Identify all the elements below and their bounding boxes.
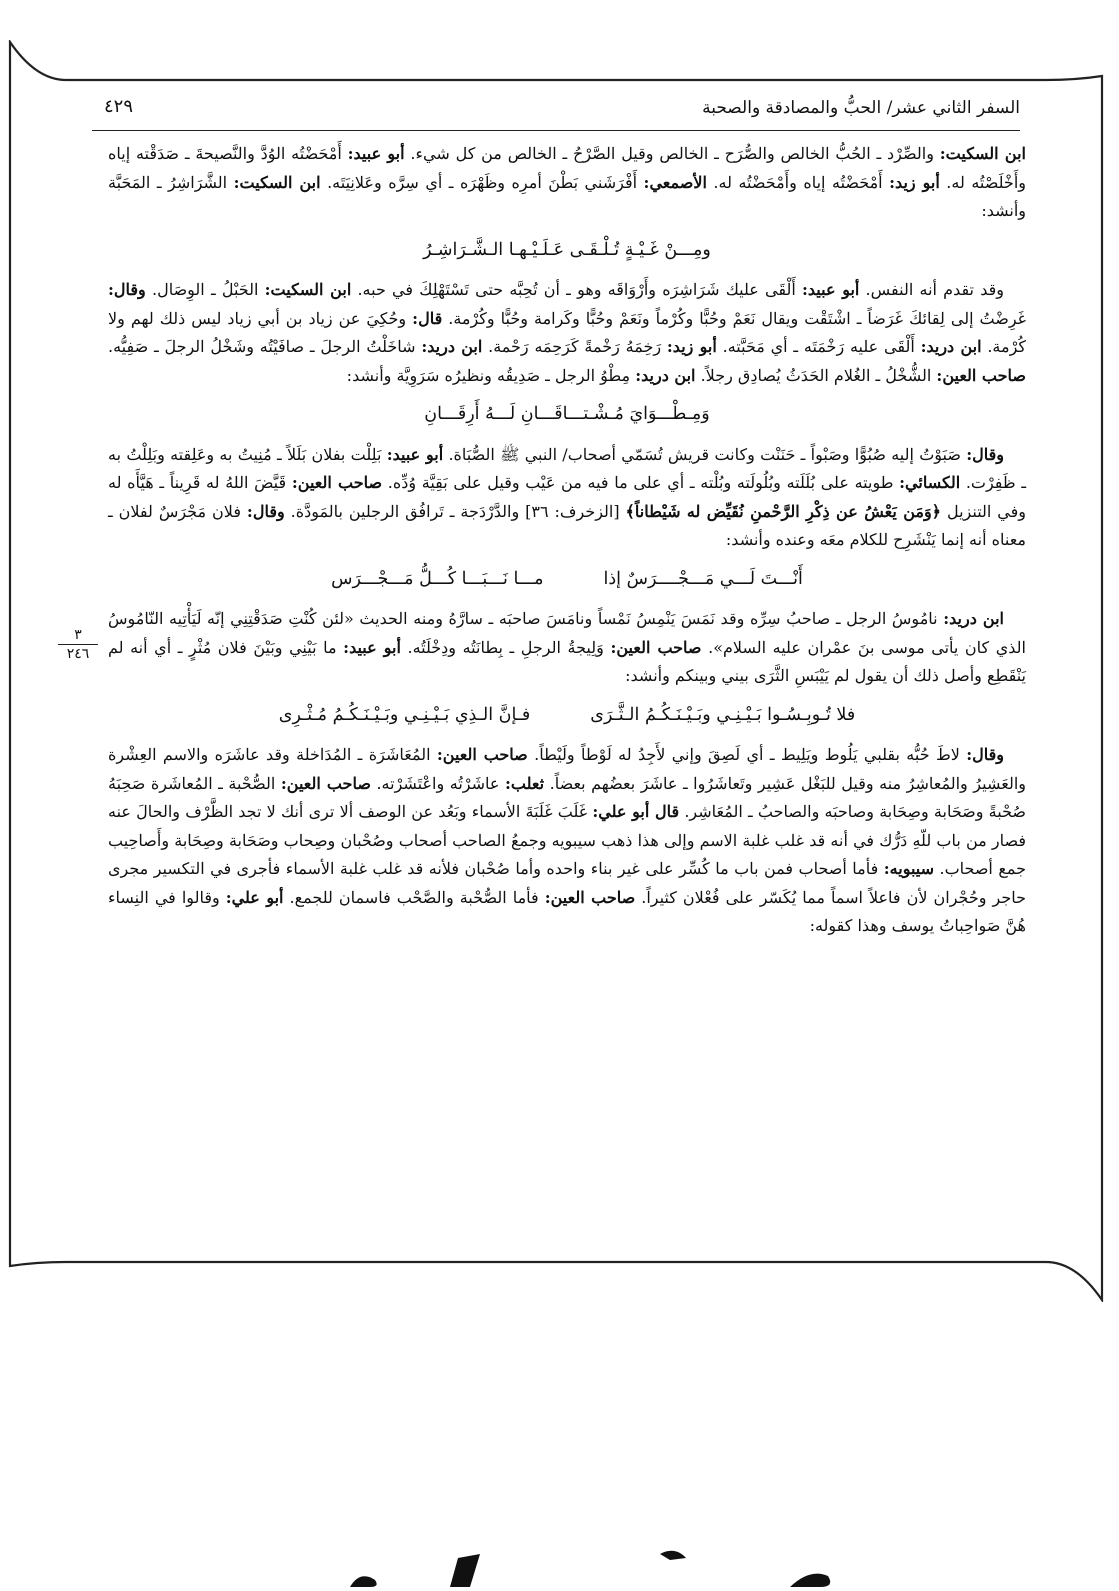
verse-4 <box>108 701 1026 730</box>
paragraph-group-1 <box>108 140 1026 226</box>
speaker-label: ابن السكيت: <box>939 144 1027 163</box>
paragraph-text: أَلْقَى عليك شَرَاشِرَه وأَرْوَاقَه وهو ـ أن تُحِبَّه حتى تَسْتَهْلِكَ في حبه. <box>351 280 802 299</box>
verse-2 <box>108 400 1026 429</box>
speaker-label: ابن دريد: <box>635 365 696 385</box>
paragraph-text: فلان مَجْرَسٌ لفلان ـ معناه أنه إنما يَنْشَرِح للكلام معَه وعنده وأنشد: <box>108 501 1026 549</box>
paragraph-text: وحُكِيَ عن زياد بن أبي زياد ليس ذلك لهم ولا كُرْمة. <box>108 308 1027 356</box>
paragraph-text: وَلِيجةُ الرجلِ ـ بِطانَتُه ودِخْلَتُه. <box>400 637 611 657</box>
margin-ref-bottom: ٢٤٦ <box>66 646 90 662</box>
paragraph-group-4 <box>108 605 1026 691</box>
speaker-label: ثعلب: <box>504 773 545 793</box>
verse-hemistich: فلا تُـوبِـسُـوا بَـيْـنِـي وبَـيْـنَـكُـمُ الـثَّـرَى <box>590 704 856 725</box>
speaker-label: أبو عبيد: <box>343 637 401 657</box>
speaker-label: قال: <box>412 308 443 328</box>
speaker-label: ﴿وَمَن يَعْشُ عن ذِكْرِ الرَّحْمنِ نُقَيِّض له شَيْطاناً﴾ <box>625 501 942 521</box>
speaker-label: وقال: <box>966 444 1005 464</box>
speaker-label: الكسائي: <box>899 473 961 492</box>
verse-hemistich: فـإنَّ الـذِي بَـيْـنِـي وبَـيْـنَـكُـمُ مُـثْـرِى <box>278 704 531 725</box>
paragraph-text: رَخِمَهُ رَخْمةً كَرَحِمَه رَحْمة. <box>482 337 667 356</box>
paragraph <box>108 741 1026 941</box>
speaker-label: صاحب العين: <box>610 637 702 657</box>
paragraph-text: فأما الصُّحْبة والصَّحْب فاسمان للجمع. <box>283 887 545 907</box>
paragraph-text: فأما أصحاب فمن باب ما كُسِّر على غير بناء واحده وأما صُحْبان فلأنه قد غلب غلبة الأسماء فأجرى في التكسير مجرى حاجر وحُجْران لأن فاعلاً اسماً مما يُكَسّر على فُعْلان كثيراً. <box>108 859 1026 907</box>
paragraph <box>108 276 1026 390</box>
speaker-label: ابن دريد: <box>943 609 1004 628</box>
paragraph-text: غَلَبَ غَلَبَةَ الأسماء وبَعُد عن الوصف ألا ترى أنك لا تجد الظَّرْف والحالَ عنه فصار من باب للّهِ دَرُّك في أنه قد غلب غلبة الاسم وإلى هذا ذهب سيبويه وجمعُ الصاحب أصحاب وصُحْبان وصِحاب وصَحَابة وصِحَابة وأَصاحِيب جمع أصحاب. <box>108 802 1026 878</box>
paragraph-text: أَفْرَشَني بَطْنَ أمرِه وظَهْرَه ـ أي سِرَّه وعَلانِيَتَه. <box>320 172 644 192</box>
paragraph <box>108 140 1026 226</box>
speaker-label: أبو علي: <box>225 887 284 907</box>
speaker-label: صاحب العين: <box>280 773 371 793</box>
paragraph-text: ما بَيْنِي وبَيْنَ فلان مُثْرٍ ـ أي أنه لم يَنْقَطِع وأصل ذلك أن يقول لم يَيْبَسِ الثَّرَى بيني وبينكم وأنشد: <box>108 637 1026 685</box>
speaker-label: أبو عبيد: <box>802 280 860 299</box>
speaker-label: ابن دريد: <box>920 337 982 356</box>
paragraph-text: أَمْحَضْتُه الوُدَّ والنَّصيحةَ ـ صَدَقْته إياه وأَخْلَصْتُه له. <box>108 144 1026 192</box>
speaker-label: وقال: <box>966 745 1005 764</box>
margin-ref-top: ٣ <box>58 628 98 645</box>
paragraph-text: أَلْقَى عليه رَخْمَتَه ـ أي مَحَبَّته. <box>716 337 921 356</box>
paragraph-text: صَبَوْتُ إليه صُبُوًّا وصَبْواً ـ حَنَنْت وكانت قريش تُسَمّي أصحاب/ النبي ﷺ الصُّبَاة. <box>443 444 967 464</box>
paragraph-text: شاخَلْتُ الرجلَ ـ صافَيْتُه وشَخْلُ الرجلَ ـ صَفِيُّه. <box>108 337 422 356</box>
paragraph-text: الصُّحْبة ـ المُعاشَرة صَحِبَهُ صُحْبةً وصَحَابة وصِحَابة وصاحبَه والصاحبُ ـ المُعَاشِر. <box>108 773 1027 821</box>
paragraph-text: وقالوا في النِساء هُنَّ صَواحِباتُ يوسف وهذا كقوله: <box>108 887 1026 935</box>
paragraph-text: نامُوسُ الرجل ـ صاحبُ سِرِّه وقد نَمَسَ يَنْمِسُ نَمْساً ونامَسَ صاحبَه ـ سارَّهُ ومنه الحديث «لئن كُنْتِ صَدَقْتِنِي إنّه لَيَأْتِيه النّامُوسُ الذي كان يأتى موسى بنَ عمْران عليه السلام». <box>108 609 1026 657</box>
paragraph-text: طويته على بُلَلَته وبُلُولَته وبُلْته ـ أي على ما فيه من عَيْب وقيل على بَقِيَّة وُدِّه. <box>382 473 900 492</box>
margin-reference <box>58 628 98 662</box>
paragraph-group-3 <box>108 441 1026 555</box>
speaker-label: سيبويه: <box>883 859 935 878</box>
page-number: ٤٢٩ <box>104 96 134 117</box>
page-header <box>92 88 1020 128</box>
paragraph <box>108 441 1026 555</box>
verse-1 <box>108 236 1026 265</box>
paragraph-text: الحَبْلُ ـ الوِصَال. <box>145 280 265 299</box>
verse-hemistich: وَمِـطْـــوَايَ مُـشْـتـــاقَـــانِ لَـــهُ أَرِقَـــانِ <box>424 404 710 424</box>
scan-artifact-svg <box>330 1540 850 1587</box>
speaker-label: صاحب العين: <box>936 365 1026 385</box>
paragraph-text: مِطْوُ الرجل ـ صَدِيقُه ونظيرُه سَرَوِيَّة وأنشد: <box>346 365 636 385</box>
speaker-label: ابن السكيت: <box>233 172 321 192</box>
paragraph-text: المُعَاشَرَة ـ المُدَاخلة وقد عاشَرَه والاسم العِشْرة والعَشِيرُ والمُعاشِرُ منه وقيل للبَغْل عَشِير وتَعاشَرُوا ـ عاشَرَ بعضُهم بعضاً. <box>108 745 1027 793</box>
paragraph-text: غَرِضْتُ إلى لِقائكَ غَرَضاً ـ اشْتَقْت ويقال نَعَمْ وحُبًّا وكُرْماً ونَعَمْ وحُبًّا وكَرامة وحُبًّا وكُرْمة. <box>442 308 1027 328</box>
speaker-label: ابن دريد: <box>421 337 483 356</box>
header-rule <box>92 130 1020 131</box>
page-body <box>108 140 1026 945</box>
speaker-label: وقال: <box>108 280 146 299</box>
speaker-label: الأصمعي: <box>643 172 707 192</box>
speaker-label: أبو زيد: <box>889 172 940 192</box>
running-title: السفر الثاني عشر/ الحبُّ والمصادقة والصحبة <box>702 98 1020 118</box>
verse-3 <box>108 565 1026 594</box>
speaker-label: صاحب العين: <box>544 887 636 907</box>
paragraph-group-5 <box>108 741 1026 941</box>
paragraph-text: [الزخرف: ٣٦] والدَّرْدَجة ـ تَرافُق الرجلين بالمَودَّة. <box>284 501 626 521</box>
verse-hemistich: ومِـــنْ غَـيْـةٍ تُـلْـقَـى عَـلَـيْـهـا الـشَّـرَاشِـرُ <box>423 239 711 260</box>
paragraph-text: عاشَرْتُه واعْتَشَرْته. <box>370 773 505 793</box>
speaker-label: وقال: <box>246 501 285 521</box>
speaker-label: أبو عبيد: <box>347 144 405 163</box>
paragraph-group-2 <box>108 276 1026 390</box>
paragraph <box>108 605 1026 691</box>
speaker-label: أبو عبيد: <box>386 444 444 464</box>
paragraph-text: الشُّخْلُ ـ الغُلام الحَدَثُ يُصادِق رجلاً. <box>695 365 937 385</box>
paragraph-text: قَيَّضَ اللهُ له قَرِيناً ـ هَيَّأَه له وفي التنزيل <box>108 473 1027 521</box>
verse-hemistich: أَنْـــتَ لَـــي مَـــجْــــرَسٌ إذا <box>603 568 803 589</box>
paragraph-text: أَمْحَضْتُه إياه وأَمْحَضْتُه له. <box>706 172 890 192</box>
speaker-label: أبو زيد: <box>666 337 717 356</box>
speaker-label: صاحب العين: <box>291 473 383 492</box>
paragraph-text: بَلِلْت بفلان بَلَلاً ـ مُنِيتُ به وعَلِقته وبَلِلْتُ به ـ ظَفِرْت. <box>108 444 1027 492</box>
paragraph-text: وقد تقدم أنه النفس. <box>859 280 1004 299</box>
paragraph-text: والصِّرْد ـ الحُبُّ الخالص والصُّرَح ـ الخالص وقيل الصَّرْحُ ـ الخالص من كل شيء. <box>404 144 940 163</box>
speaker-label: ابن السكيت: <box>264 280 352 299</box>
verse-hemistich: مـــا نَـــبَـــا كُـــلُّ مَـــجْـــرَس <box>331 568 544 589</box>
speaker-label: صاحب العين: <box>436 745 528 764</box>
paragraph-text: الشَّرَاشِرُ ـ المَحَبَّة وأنشد: <box>108 172 1026 220</box>
speaker-label: قال أبو علي: <box>592 802 680 821</box>
paragraph-text: لاطَ حُبُّه بقلبي يَلُوط ويَلِيط ـ أي لَصِقَ وإني لأَجِدُ له لَوْطاً ولَيْطاً. <box>527 745 967 764</box>
scan-artifact <box>330 1540 850 1587</box>
